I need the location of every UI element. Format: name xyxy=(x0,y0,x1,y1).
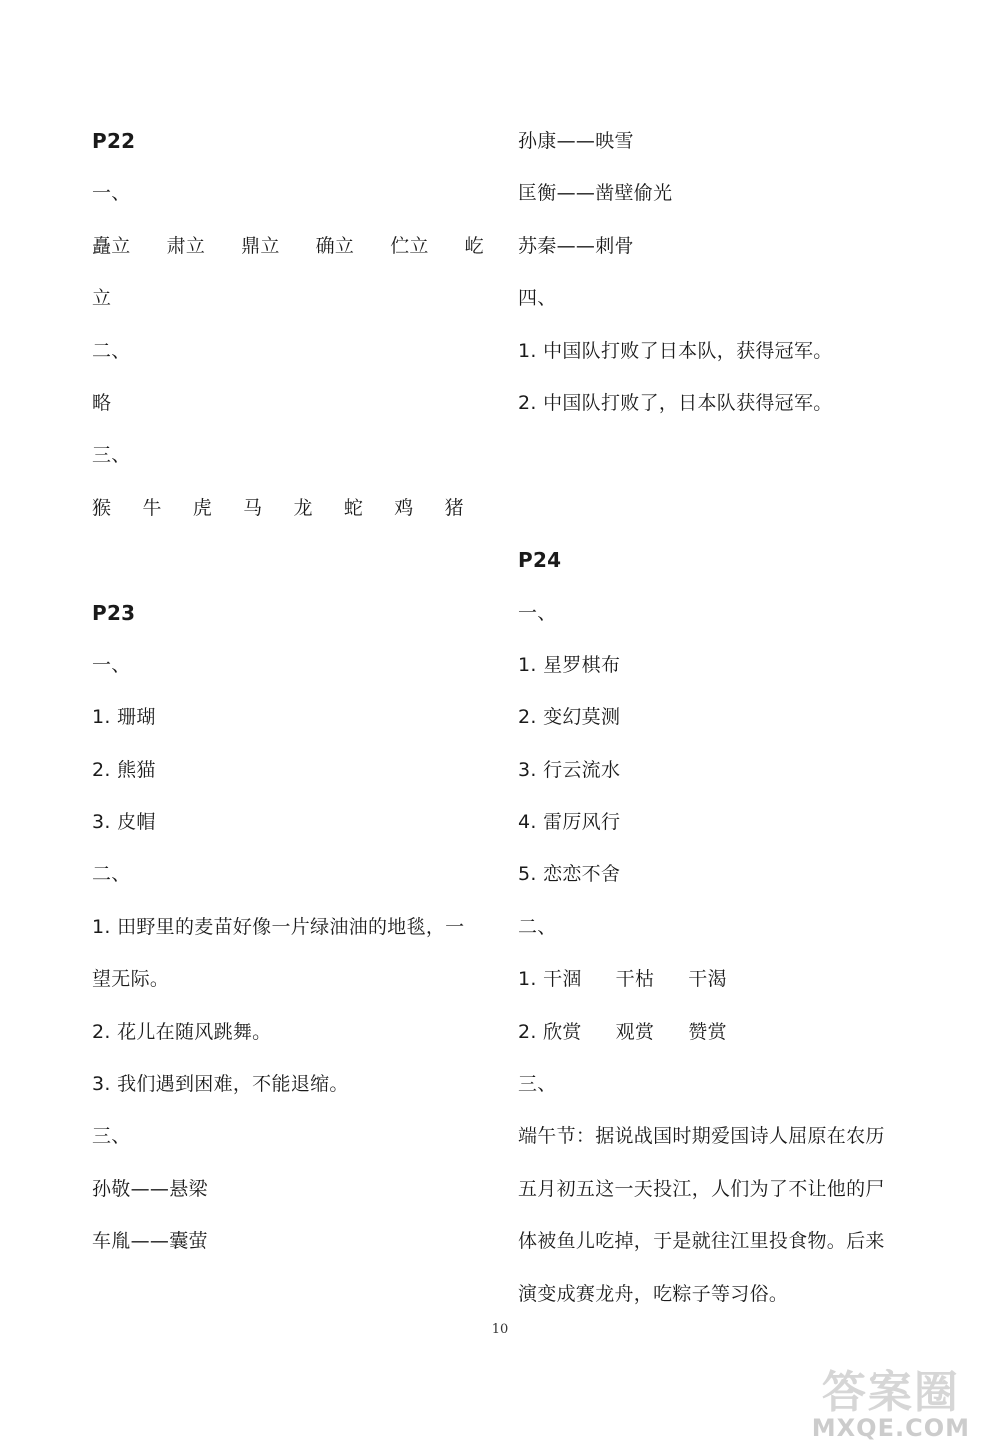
answer-word: 伫立 xyxy=(390,234,429,257)
matching-pair: 车胤——囊萤 xyxy=(92,1230,208,1253)
answer-item: 2. 熊猫 xyxy=(92,758,156,781)
zodiac-word: 虎 xyxy=(192,496,213,519)
answer-item: 5. 恋恋不舍 xyxy=(518,863,621,886)
paragraph-line: 演变成赛龙舟，吃粽子等习俗。 xyxy=(518,1282,789,1305)
answer-text: 略 xyxy=(92,391,112,414)
section-heading: 一、 xyxy=(92,182,131,205)
answer-word: 确立 xyxy=(315,234,355,257)
answer-item: 2. 变幻莫测 xyxy=(518,706,621,729)
section-heading: 三、 xyxy=(92,1125,131,1148)
left-column xyxy=(92,118,492,1271)
answer-word: 干渴 xyxy=(688,968,727,991)
answer-item: 4. 雷厉风行 xyxy=(518,811,621,834)
word-row xyxy=(518,956,918,1008)
word-row xyxy=(92,223,484,275)
section-heading: 三、 xyxy=(518,1073,557,1096)
spacer xyxy=(92,537,492,589)
zodiac-word: 鸡 xyxy=(394,496,414,519)
zodiac-word: 猪 xyxy=(444,496,464,519)
section-heading: 一、 xyxy=(92,653,131,676)
answer-item: 3. 我们遇到困难，不能退缩。 xyxy=(92,1073,349,1096)
answer-word: 干枯 xyxy=(615,968,655,991)
paragraph-line: 体被鱼儿吃掉，于是就往江里投食物。后来 xyxy=(518,1230,885,1253)
section-heading: 四、 xyxy=(518,287,557,310)
spacer xyxy=(518,485,918,537)
right-column xyxy=(518,118,918,1323)
word-row xyxy=(518,1009,918,1061)
matching-pair: 孙康——映雪 xyxy=(518,130,634,152)
answer-word: 矗立 xyxy=(92,234,131,257)
page-heading-p24: P24 xyxy=(518,548,562,573)
page-heading-p22: P22 xyxy=(92,129,136,153)
section-heading: 一、 xyxy=(518,601,557,624)
answer-item: 1. 星罗棋布 xyxy=(518,653,621,676)
watermark-cn: 答案圈 xyxy=(821,1367,960,1418)
section-heading: 二、 xyxy=(92,339,131,362)
section-heading: 二、 xyxy=(518,915,557,938)
answer-word: 赞赏 xyxy=(688,1020,727,1043)
matching-pair: 匡衡——凿壁偷光 xyxy=(518,182,673,205)
answer-word: 肃立 xyxy=(166,234,206,257)
answer-item: 2. 中国队打败了，日本队获得冠军。 xyxy=(518,391,833,414)
zodiac-word: 马 xyxy=(243,496,263,519)
zodiac-word: 蛇 xyxy=(343,496,364,519)
zodiac-word: 猴 xyxy=(92,496,112,519)
answer-item: 1. 中国队打败了日本队，获得冠军。 xyxy=(518,339,833,362)
answer-item: 3. 行云流水 xyxy=(518,758,621,781)
answer-word: 鼎立 xyxy=(241,234,280,257)
answer-continuation: 望无际。 xyxy=(92,968,170,991)
watermark-en: MXQE.COM xyxy=(811,1414,970,1442)
answer-word: 2. 欣赏 xyxy=(518,1020,582,1043)
answer-continuation: 立 xyxy=(92,287,112,310)
answer-item: 2. 花儿在随风跳舞。 xyxy=(92,1020,272,1043)
matching-pair: 孙敬——悬梁 xyxy=(92,1177,208,1200)
page-heading-p23: P23 xyxy=(92,600,136,625)
zodiac-word: 龙 xyxy=(293,496,313,519)
section-heading: 二、 xyxy=(92,863,131,886)
zodiac-word: 牛 xyxy=(142,496,162,519)
section-heading: 三、 xyxy=(92,444,131,467)
answer-word: 观赏 xyxy=(615,1020,655,1043)
answer-word: 屹 xyxy=(464,234,484,257)
paragraph-line: 五月初五这一天投江，人们为了不让他的尸 xyxy=(518,1177,885,1200)
zodiac-row xyxy=(92,485,464,537)
answer-item: 3. 皮帽 xyxy=(92,811,156,834)
paragraph-line: 端午节：据说战国时期爱国诗人屈原在农历 xyxy=(518,1125,885,1148)
watermark-logo xyxy=(812,1356,970,1442)
matching-pair: 苏秦——刺骨 xyxy=(518,234,634,257)
answer-item: 1. 田野里的麦苗好像一片绿油油的地毯，一 xyxy=(92,915,465,938)
spacer xyxy=(518,432,918,484)
page-number: 10 xyxy=(491,1322,509,1337)
answer-word: 1. 干涸 xyxy=(518,968,582,991)
answer-item: 1. 珊瑚 xyxy=(92,706,156,729)
